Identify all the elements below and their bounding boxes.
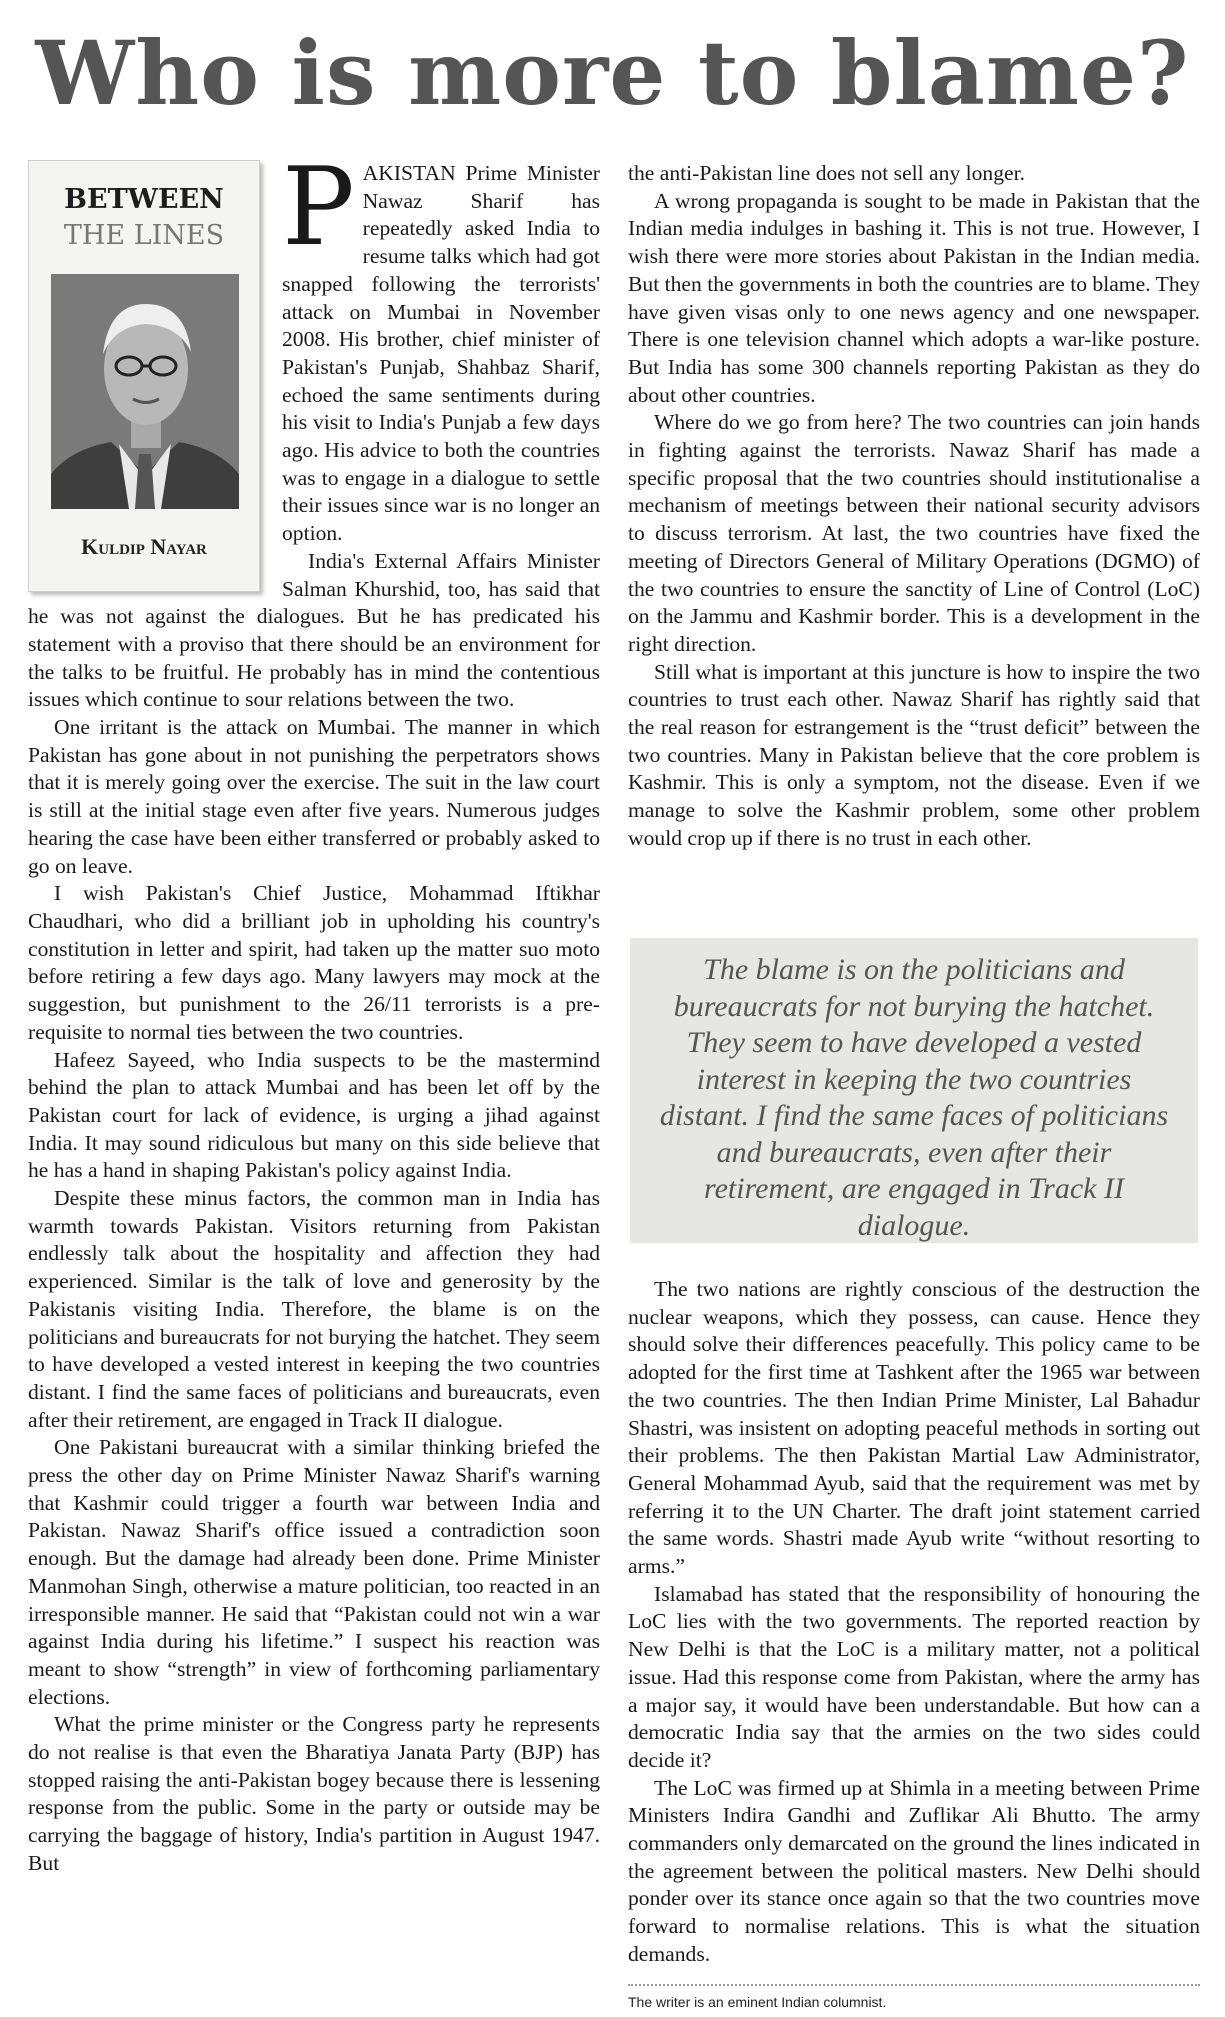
author-portrait-icon — [51, 274, 239, 509]
paragraph: Hafeez Sayeed, who India suspects to be the mastermind behind the plan to attack Mumbai and has been let off by the Pakistan court for lack of evidence, is urging a jihad against India. It may sound ridiculous but many on this side believe that he has a hand in shaping Pakistan's policy against India. — [28, 1047, 600, 1183]
paragraph: What the prime minister or the Congress party he represents do not realise is that even the Bharatiya Janata Party (BJP) has stopped raising the anti-Pakistan bogey because there is lessening response from the public. Some in the party or outside may be carrying the baggage of history, India's partition in August 1947. But — [28, 1712, 600, 1875]
column-name-line1: BETWEEN — [64, 184, 224, 215]
byline-box — [28, 160, 260, 592]
paragraph: Despite these minus factors, the common man in India has warmth towards Pakistan. Visitors returning from Pakistan endlessly talk about the hospitality and affection they had experienced. Similar is the talk of love and generosity by the Pakistanis visiting India. Therefore, the blame is on the politicians and bureaucrats for not burying the hatchet. They seem to have developed a vested interest in keeping the two countries distant. I find the same faces of politicians and bureaucrats, even after their retirement, are engaged in Track II dialogue. — [28, 1186, 600, 1432]
author-name: Kuldip Nayar — [81, 534, 207, 559]
pull-quote: The blame is on the politicians and bureaucrats for not burying the hatchet. They seem to have developed a vested interest in keeping the two countries distant. I find the same faces of politicians and bureaucrats, even after their retirement, are engaged in Track II dialogue. — [630, 938, 1198, 1243]
drop-cap: P — [282, 145, 355, 270]
article-column-right-lower — [628, 1276, 1200, 1969]
paragraph: A wrong propaganda is sought to be made in Pakistan that the Indian media indulges in bashing it. This is not true. However, I wish there were more stories about Pakistan in the Indian media. But then the governments in both the countries are to blame. They have given visas only to one news agency and one newspaper. There is one television channel which adopts a war-like posture. But India has some 300 channels reporting Pakistan as they do about other countries. — [628, 188, 1200, 407]
paragraph: The LoC was firmed up at Shimla in a meeting between Prime Ministers Indira Gandhi and Zuflikar Ali Bhutto. The army commanders only demarcated on the ground the lines indicated in the agreement between the political masters. New Delhi should ponder over its stance once again so that the two countries move forward to normalise relations. This is what the situation demands. — [628, 1775, 1200, 1966]
author-photo — [51, 274, 239, 509]
article-column-left — [28, 145, 600, 1878]
paragraph: AKISTAN Prime Minister Nawaz Sharif has repeatedly asked India to resume talks which had got snapped following the terrorists' attack on Mumbai in November 2008. His brother, chief minister of Pakistan's Punjab, Shahbaz Sharif, echoed the same sentiments during his visit to India's Punjab a few days ago. His advice to both the countries was to engage in a dialogue to settle their issues since war is no longer an option. — [282, 161, 600, 546]
paragraph: Where do we go from here? The two countries can join hands in fighting against the terrorists. Nawaz Sharif has made a specific proposal that the two countries should institutionalise a mechanism of meetings between their national security advisors to discuss terrorism. At last, the two countries have fixed the meeting of Directors General of Military Operations (DGMO) of the two countries to ensure the sanctity of Line of Control (LoC) on the Jammu and Kashmir border. This is a development in the right direction. — [628, 410, 1200, 656]
footnote-divider — [628, 1984, 1200, 1986]
paragraph: India's External Affairs Minister Salman Khurshid, too, has said that he was not against the dialogues. But he has predicated his statement with a proviso that there should be an environment for the talks to be fruitful. He probably has in mind the contentious issues which continue to sour relations between the two. — [28, 548, 600, 712]
paragraph: I wish Pakistan's Chief Justice, Mohammad Iftikhar Chaudhari, who did a brilliant job in upholding his country's constitution in letter and spirit, had taken up the matter suo moto before retiring a few days ago. Many lawyers may mock at the suggestion, but punishment to the 26/11 terrorists is a pre-requisite to normal ties between the two countries. — [28, 881, 600, 1044]
paragraph: Still what is important at this juncture is how to inspire the two countries to trust each other. Nawaz Sharif has rightly said that the real reason for estrangement is the “trust deficit” between the two countries. Many in Pakistan believe that the core problem is Kashmir. This is only a symptom, not the disease. Even if we manage to solve the Kashmir problem, some other problem would crop up if there is no trust in each other. — [628, 659, 1200, 850]
paragraph: The two nations are rightly conscious of the destruction the nuclear weapons, which they possess, can cause. Hence they should solve their differences peacefully. This policy came to be adopted for the first time at Tashkent after the 1965 war between the two countries. The then Indian Prime Minister, Lal Bahadur Shastri, was insistent on adopting peaceful methods in sorting out their problems. The then Pakistan Martial Law Administrator, General Mohammad Ayub, said that the requirement was met by referring it to the UN Charter. The draft joint statement carried the same words. Shastri made Ayub write “without resorting to arms.” — [628, 1277, 1200, 1579]
paragraph: the anti-Pakistan line does not sell any longer. — [628, 161, 1026, 185]
headline: Who is more to blame? — [35, 21, 1190, 125]
paragraph: One Pakistani bureaucrat with a similar thinking briefed the press the other day on Prime Minister Nawaz Sharif's warning that Kashmir could trigger a fourth war between India and Pakistan. Nawaz Sharif's office issued a contradiction soon enough. But the damage had already been done. Prime Minister Manmohan Singh, otherwise a mature politician, too reacted in an irresponsible manner. He said that “Pakistan could not win a war against India during his lifetime.” I suspect his reaction was meant to show “strength” in view of forthcoming parliamentary elections. — [28, 1435, 600, 1709]
article-column-right — [628, 160, 1200, 853]
author-footnote: The writer is an eminent Indian columnist. — [628, 1994, 887, 2010]
paragraph: Islamabad has stated that the responsibility of honouring the LoC lies with the two governments. The reported reaction by New Delhi is that the LoC is a military matter, not a political issue. Had this response come from Pakistan, where the army has a major say, it would have been understandable. But how can a democratic India say that the armies on the two sides could decide it? — [628, 1581, 1200, 1772]
paragraph: One irritant is the attack on Mumbai. The manner in which Pakistan has gone about in not punishing the perpetrators shows that it is merely going over the exercise. The suit in the law court is still at the initial stage even after five years. Numerous judges hearing the case have been either transferred or probably asked to go on leave. — [28, 715, 600, 878]
column-name-line2: THE LINES — [63, 220, 225, 251]
